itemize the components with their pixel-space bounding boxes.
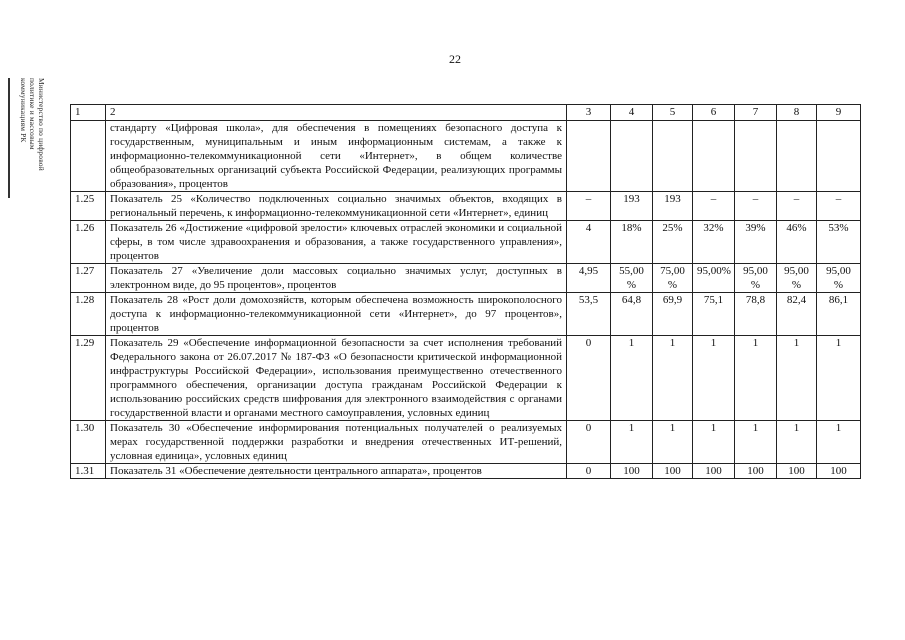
value-cell: 55,00 % <box>611 264 653 293</box>
indicator-description-cell: Показатель 31 «Обеспечение деятельности центрального аппарата», процентов <box>106 464 567 479</box>
indicator-description-cell: стандарту «Цифровая школа», для обеспечения в помещениях безопасного доступа к государственным, муниципальным и иным информационным системам, а также к информационно-телекоммуникационной сети «Интернет», в общем количестве общеобразовательных организаций субъекта Российской Федерации, реализующих программы образования», процентов <box>106 121 567 192</box>
value-cell <box>653 121 693 192</box>
stamp-line: Министерство по цифровой <box>37 78 46 171</box>
stamp-text <box>6 78 46 198</box>
table-row <box>71 221 861 264</box>
value-cell: – <box>735 192 777 221</box>
value-cell: 1 <box>693 336 735 421</box>
row-number-cell: 1.26 <box>71 221 106 264</box>
value-cell: 100 <box>611 464 653 479</box>
indicator-description-cell: Показатель 30 «Обеспечение информирования потенциальных получателей о реализуемых мерах государственной поддержки разработки и внедрения отечественных ИТ-решений, условная единица», условных единиц <box>106 421 567 464</box>
value-cell: 0 <box>567 464 611 479</box>
value-cell: 193 <box>653 192 693 221</box>
value-cell: 86,1 <box>817 293 861 336</box>
value-cell <box>567 121 611 192</box>
value-cell: – <box>693 192 735 221</box>
value-cell: 1 <box>777 421 817 464</box>
value-cell <box>693 121 735 192</box>
value-cell: 25% <box>653 221 693 264</box>
row-number-cell: 1.30 <box>71 421 106 464</box>
header-cell: 8 <box>777 105 817 121</box>
value-cell: 32% <box>693 221 735 264</box>
indicator-description-cell: Показатель 25 «Количество подключенных социально значимых объектов, входящих в региональный перечень, к информационно-телекоммуникационной сети «Интернет», единиц <box>106 192 567 221</box>
indicators-table <box>70 104 861 479</box>
header-cell: 5 <box>653 105 693 121</box>
value-cell: 4,95 <box>567 264 611 293</box>
value-cell: 1 <box>735 421 777 464</box>
value-cell: 1 <box>653 421 693 464</box>
value-cell: 193 <box>611 192 653 221</box>
value-cell: 95,00 % <box>735 264 777 293</box>
stamp-line: политике и массовым <box>28 78 37 150</box>
header-cell: 1 <box>71 105 106 121</box>
row-number-cell: 1.27 <box>71 264 106 293</box>
indicator-description-cell: Показатель 27 «Увеличение доли массовых социально значимых услуг, доступных в электронном виде, до 95 процентов», процентов <box>106 264 567 293</box>
header-cell: 4 <box>611 105 653 121</box>
value-cell: – <box>817 192 861 221</box>
row-number-cell <box>71 121 106 192</box>
value-cell: 100 <box>777 464 817 479</box>
header-cell: 2 <box>106 105 567 121</box>
value-cell: 53% <box>817 221 861 264</box>
value-cell: 0 <box>567 336 611 421</box>
value-cell <box>817 121 861 192</box>
value-cell: 1 <box>777 336 817 421</box>
value-cell <box>611 121 653 192</box>
registration-stamp <box>6 78 46 198</box>
table-header-row <box>71 105 861 121</box>
table-row <box>71 421 861 464</box>
value-cell <box>735 121 777 192</box>
value-cell: 95,00% <box>693 264 735 293</box>
page-number: 22 <box>449 52 461 66</box>
stamp-line: коммуникациям РК <box>19 78 28 143</box>
value-cell: 78,8 <box>735 293 777 336</box>
value-cell: 64,8 <box>611 293 653 336</box>
row-number-cell: 1.25 <box>71 192 106 221</box>
table-row <box>71 336 861 421</box>
value-cell: 69,9 <box>653 293 693 336</box>
value-cell: 18% <box>611 221 653 264</box>
table-row <box>71 264 861 293</box>
table-row <box>71 121 861 192</box>
value-cell: 100 <box>817 464 861 479</box>
row-number-cell: 1.28 <box>71 293 106 336</box>
table-row <box>71 192 861 221</box>
value-cell: 95,00 % <box>817 264 861 293</box>
value-cell: 1 <box>817 336 861 421</box>
header-cell: 3 <box>567 105 611 121</box>
header-cell: 7 <box>735 105 777 121</box>
table-row <box>71 464 861 479</box>
value-cell: 53,5 <box>567 293 611 336</box>
value-cell: 100 <box>653 464 693 479</box>
table-body <box>71 105 861 479</box>
header-cell: 9 <box>817 105 861 121</box>
indicator-description-cell: Показатель 29 «Обеспечение информационной безопасности за счет исполнения требований Федерального закона от 26.07.2017 № 187-ФЗ «О безопасности критической информационной инфраструктуры Российской Федерации», использования преимущественно отечественного программного обеспечения, организации доступа гражданам Российской Федерации к использованию российских средств шифрования для электронного взаимодействия с органами государственной власти и органами местного самоуправления, условных единиц <box>106 336 567 421</box>
value-cell: 1 <box>611 421 653 464</box>
value-cell: 100 <box>693 464 735 479</box>
indicator-description-cell: Показатель 26 «Достижение «цифровой зрелости» ключевых отраслей экономики и социальной сферы, в том числе здравоохранения и образования, а также государственного управления», процентов <box>106 221 567 264</box>
value-cell: 1 <box>693 421 735 464</box>
value-cell <box>777 121 817 192</box>
value-cell: 0 <box>567 421 611 464</box>
header-cell: 6 <box>693 105 735 121</box>
value-cell: – <box>777 192 817 221</box>
value-cell: 75,1 <box>693 293 735 336</box>
value-cell: 95,00 % <box>777 264 817 293</box>
row-number-cell: 1.31 <box>71 464 106 479</box>
value-cell: 1 <box>653 336 693 421</box>
value-cell: 1 <box>735 336 777 421</box>
value-cell: 75,00 % <box>653 264 693 293</box>
value-cell: – <box>567 192 611 221</box>
value-cell: 1 <box>817 421 861 464</box>
value-cell: 46% <box>777 221 817 264</box>
table-row <box>71 293 861 336</box>
value-cell: 82,4 <box>777 293 817 336</box>
value-cell: 100 <box>735 464 777 479</box>
row-number-cell: 1.29 <box>71 336 106 421</box>
value-cell: 1 <box>611 336 653 421</box>
value-cell: 4 <box>567 221 611 264</box>
indicator-description-cell: Показатель 28 «Рост доли домохозяйств, которым обеспечена возможность широкополосного доступа к информационно-телекоммуникационной сети «Интернет», до 97 процентов», процентов <box>106 293 567 336</box>
value-cell: 39% <box>735 221 777 264</box>
